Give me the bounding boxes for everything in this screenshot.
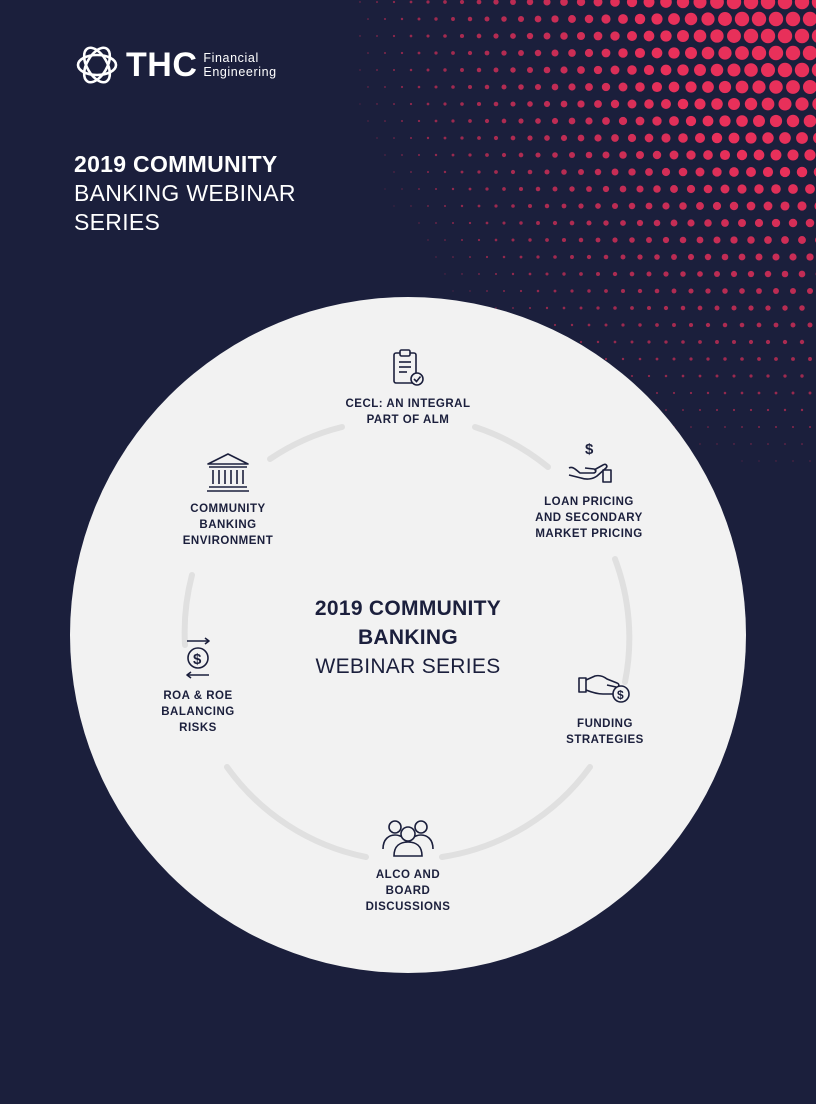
- topic-roa-line1: ROA & ROE: [163, 690, 233, 702]
- center-title-line3: WEBINAR SERIES: [315, 655, 501, 678]
- topic-cecl-line1: CECL: AN INTEGRAL: [345, 398, 471, 410]
- company-logo: [74, 42, 277, 88]
- center-title-line2: BANKING: [357, 626, 459, 649]
- hand-dollar-icon: [563, 440, 615, 486]
- topic-roa-roe: [113, 636, 283, 736]
- topic-community-line2: BANKING: [199, 519, 257, 531]
- brand-tagline: [203, 51, 276, 79]
- hero-title-line1: 2019 COMMUNITY: [74, 151, 278, 177]
- topic-funding-line2: STRATEGIES: [566, 734, 644, 746]
- hero-title-line2: BANKING WEBINAR: [74, 180, 296, 206]
- center-title: [258, 594, 558, 681]
- topic-funding: [520, 670, 690, 748]
- svg-text:$: $: [193, 651, 202, 668]
- brand-sub-line2: Engineering: [203, 65, 277, 79]
- topic-roa-line3: RISKS: [179, 722, 217, 734]
- topic-loan-pricing: [504, 440, 674, 542]
- brand-name: THC: [126, 46, 198, 84]
- clipboard-check-icon: [390, 348, 426, 388]
- topic-community-line3: ENVIRONMENT: [182, 535, 274, 547]
- dollar-exchange-icon: [181, 636, 215, 680]
- bank-building-icon: [205, 451, 251, 493]
- topic-community-banking: [143, 451, 313, 549]
- topic-alco-line2: BOARD: [385, 885, 431, 897]
- brand-sub-line1: Financial: [203, 51, 259, 65]
- ring-arc-left: [185, 575, 192, 645]
- topic-alco-line3: DISCUSSIONS: [365, 901, 451, 913]
- topic-loan-line3: MARKET PRICING: [535, 528, 643, 540]
- hero-title: [74, 150, 296, 237]
- hero-title-line3: SERIES: [74, 209, 161, 235]
- topic-community-line1: COMMUNITY: [190, 503, 266, 515]
- topic-loan-line1: LOAN PRICING: [544, 496, 634, 508]
- center-title-line1: 2019 COMMUNITY: [314, 597, 502, 620]
- topic-roa-line2: BALANCING: [161, 706, 235, 718]
- hand-coin-icon: [577, 670, 633, 708]
- topic-cecl-line2: PART OF ALM: [366, 414, 450, 426]
- topic-funding-line1: FUNDING: [577, 718, 633, 730]
- group-people-icon: [379, 815, 437, 859]
- topic-alco-line1: ALCO AND: [375, 869, 441, 881]
- ring-arc-right: [615, 559, 629, 682]
- topic-cecl: [323, 348, 493, 428]
- topic-loan-line2: AND SECONDARY: [535, 512, 643, 524]
- svg-text:$: $: [617, 688, 624, 702]
- topic-alco: [323, 815, 493, 915]
- thc-logo-icon: [74, 42, 120, 88]
- svg-text:$: $: [585, 441, 594, 458]
